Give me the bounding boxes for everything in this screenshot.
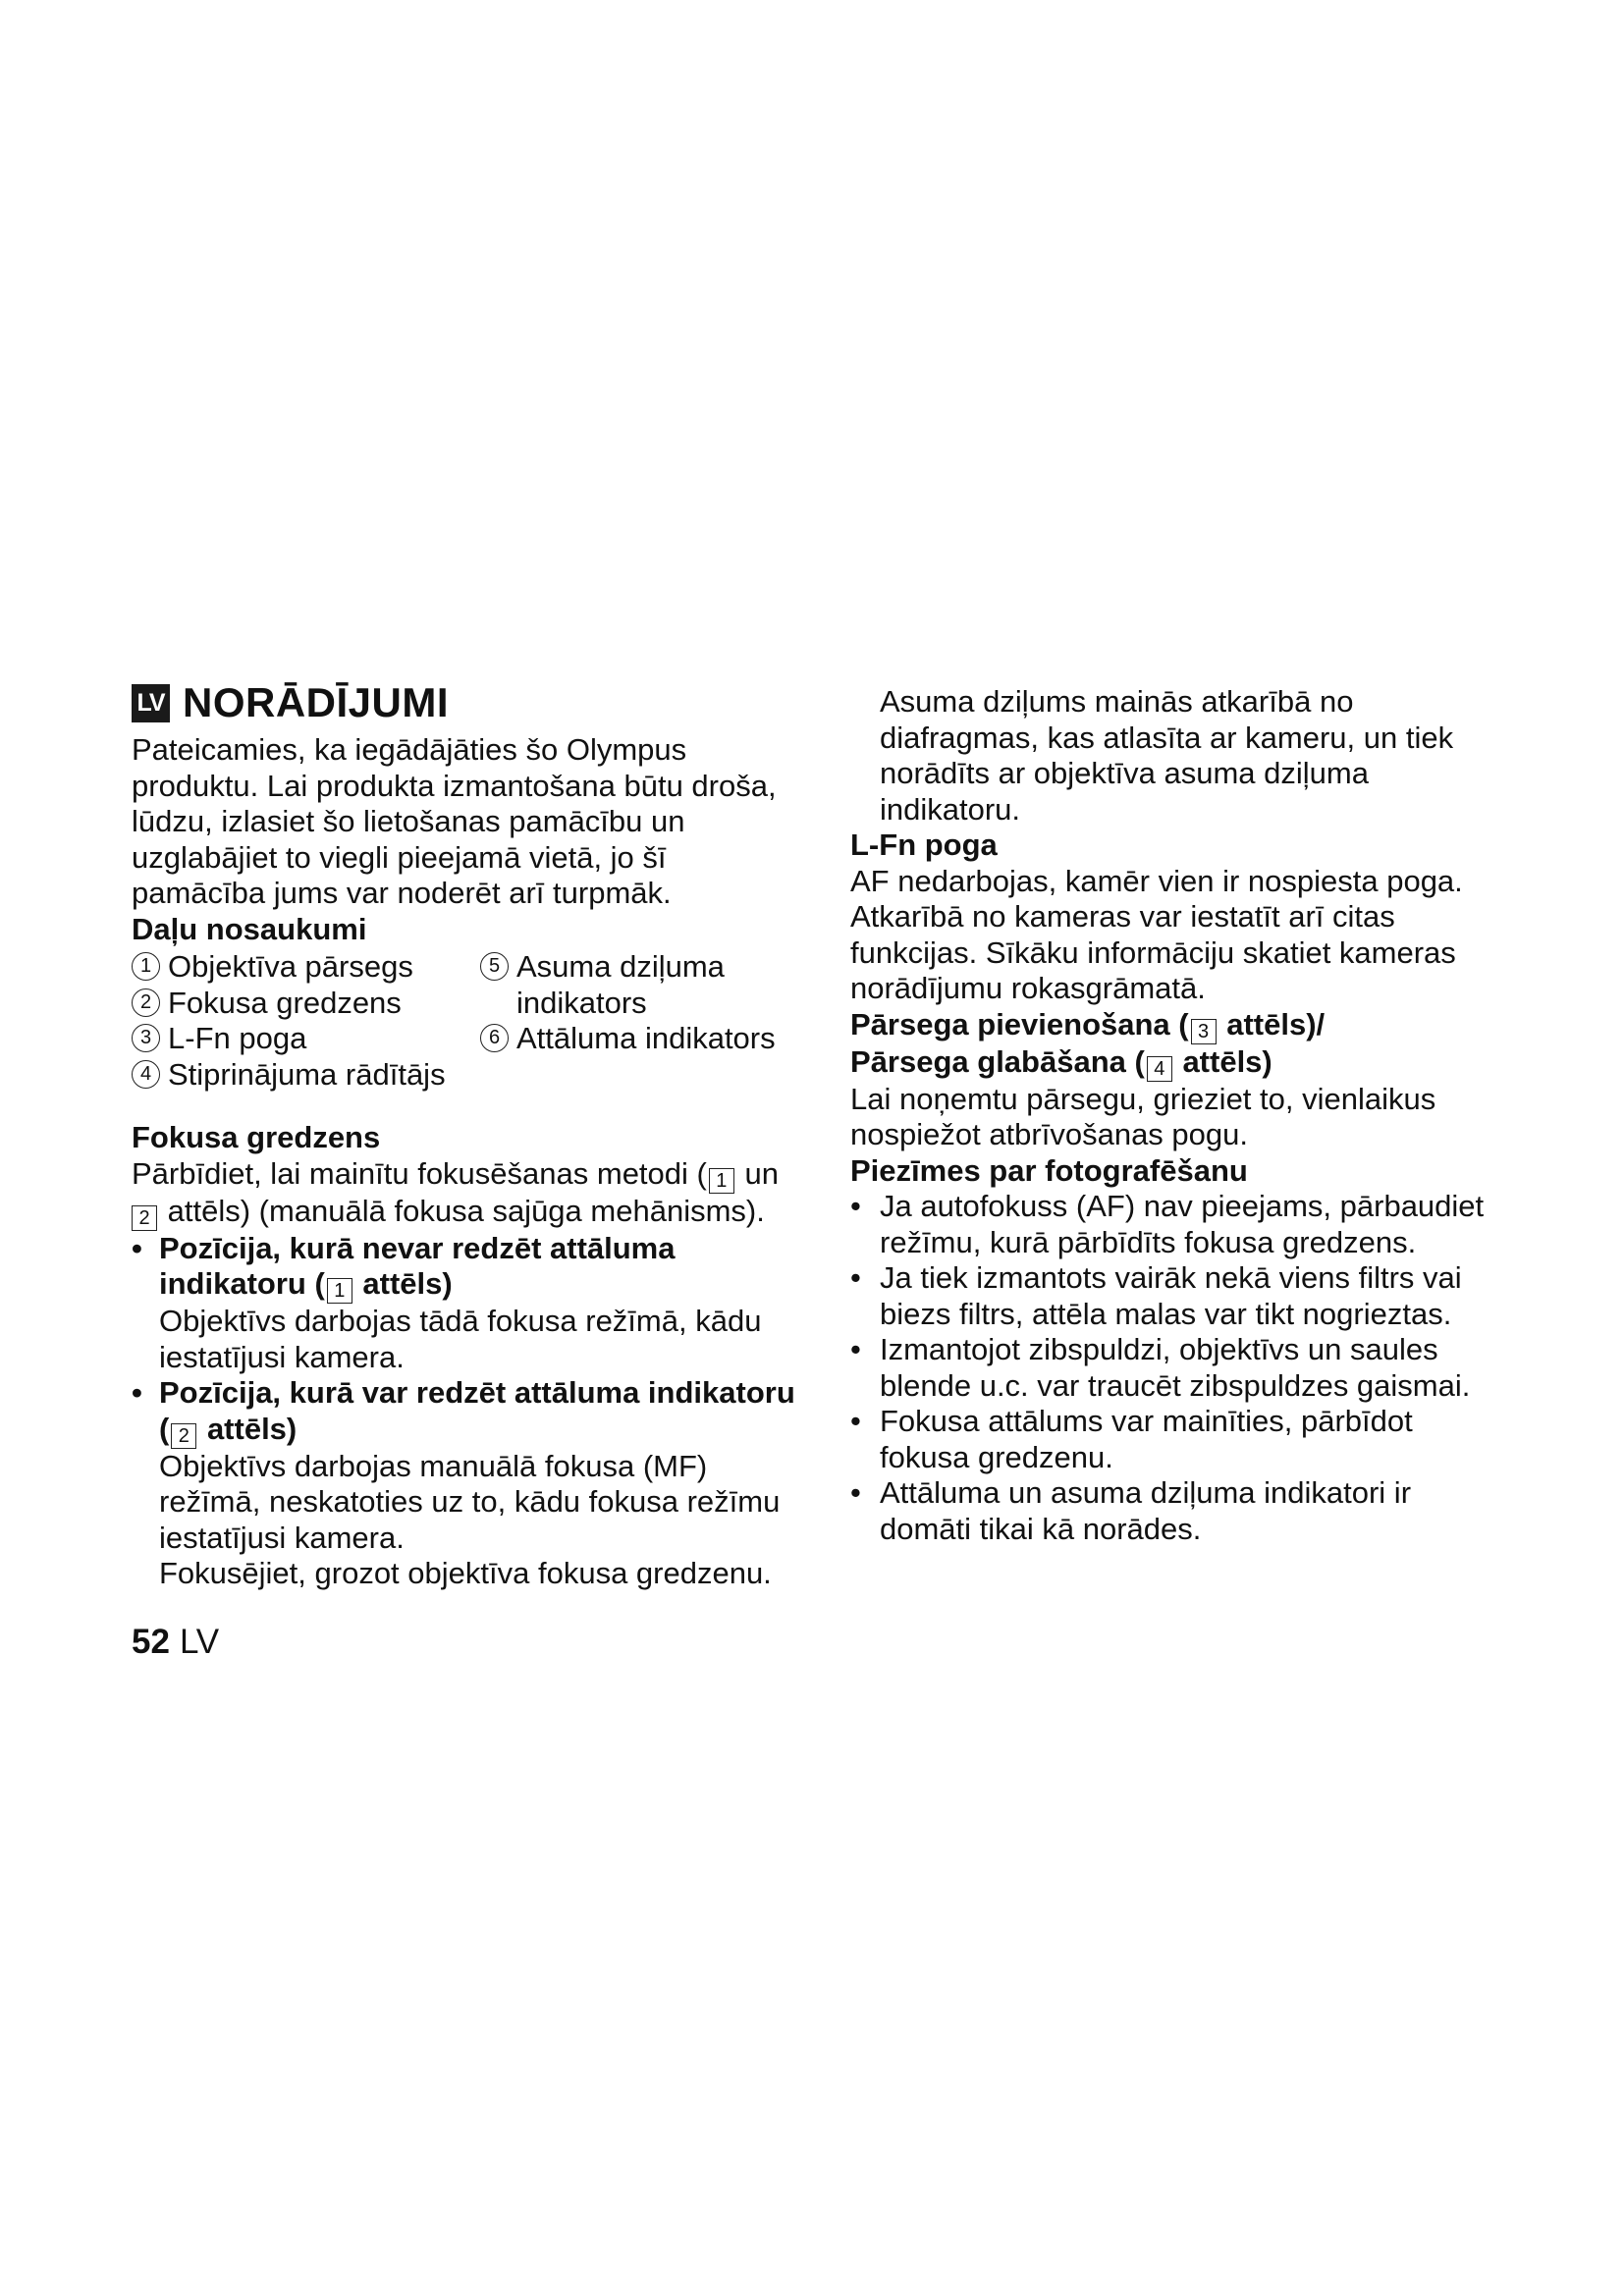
part-item (480, 949, 799, 1021)
part-number-1: 1 (132, 952, 160, 981)
bullet-dot: • (850, 1332, 861, 1366)
continuation-paragraph: Asuma dziļums mainās atkarībā no diafragmas, kas atlasīta ar kameru, un tiek norādīts ar objektīva asuma dziļuma indikatoru. (880, 684, 1454, 827)
part-item (132, 986, 480, 1022)
part-label: Objektīva pārsegs (168, 949, 413, 984)
bullet-text: Objektīvs darbojas manuālā fokusa (MF) režīmā, neskatoties uz to, kādu fokusa režīmu iestatījusi kamera. (159, 1448, 781, 1555)
part-number-4: 4 (132, 1060, 160, 1089)
figure-ref-2: 2 (132, 1205, 157, 1231)
bullet-title: Pozīcija, kurā nevar redzēt attāluma indikatoru ( 1 attēls) (159, 1230, 676, 1302)
hood-heading-1: Pārsega pievienošana ( 3 attēls)/ (850, 1006, 1326, 1042)
parts-heading: Daļu nosaukumi (132, 911, 367, 946)
bullet-dot: • (132, 1230, 142, 1265)
focus-ring-text: Pārbīdiet, lai mainītu fokusēšanas metodi ( 1 un 2 attēls) (manuālā fokusa sajūga mehānisms). (132, 1155, 779, 1229)
note-item: • Ja autofokuss (AF) nav pieejams, pārbaudiet režīmu, kurā pārbīdīts fokusa gredzens. (850, 1189, 1485, 1259)
focus-bullet-2 (132, 1375, 799, 1592)
part-number-5: 5 (480, 952, 509, 981)
focus-ring-heading: Fokusa gredzens (132, 1120, 381, 1154)
bullet-dot: • (850, 1475, 861, 1510)
bullet-dot: • (132, 1375, 142, 1410)
footer-language: LV (179, 1623, 220, 1661)
bullet-dot: • (850, 1189, 861, 1223)
part-label: Asuma dziļuma indikators (516, 949, 725, 1020)
part-label: Fokusa gredzens (168, 985, 402, 1020)
bullet-text: Objektīvs darbojas tādā fokusa režīmā, kādu iestatījusi kamera. (159, 1304, 762, 1374)
page-title: NORĀDĪJUMI (183, 678, 450, 725)
part-item (132, 1021, 480, 1057)
figure-ref-1: 1 (327, 1278, 352, 1304)
figure-ref-1: 1 (709, 1168, 734, 1194)
note-item: • Ja tiek izmantots vairāk nekā viens filtrs vai biezs filtrs, attēla malas var tikt nogrieztas. (850, 1260, 1462, 1331)
parts-list (132, 949, 799, 1093)
bullet-dot: • (850, 1404, 861, 1438)
part-item (480, 1021, 799, 1057)
note-item: • Izmantojot zibspuldzi, objektīvs un saules blende u.c. var traucēt zibspuldzes gaismai. (850, 1332, 1471, 1403)
bullet-dot: • (850, 1260, 861, 1295)
part-label: Stiprinājuma rādītājs (168, 1056, 446, 1092)
figure-ref-4: 4 (1147, 1056, 1172, 1082)
focus-bullet-1 (132, 1231, 799, 1376)
hood-heading-2: Pārsega glabāšana ( 4 attēls) (850, 1043, 1272, 1080)
lfn-heading: L-Fn poga (850, 828, 998, 862)
right-column (850, 684, 1498, 1547)
bullet-text-2: Fokusējiet, grozot objektīva fokusa gredzenu. (159, 1556, 772, 1590)
part-number-3: 3 (132, 1024, 160, 1052)
page-footer (132, 1625, 219, 1661)
note-item: • Attāluma un asuma dziļuma indikatori ir domāti tikai kā norādes. (850, 1475, 1412, 1546)
note-item: • Fokusa attālums var mainīties, pārbīdot fokusa gredzenu. (850, 1404, 1413, 1474)
part-item (132, 949, 480, 986)
page-number: 52 (132, 1623, 170, 1661)
figure-ref-2: 2 (171, 1423, 196, 1449)
part-number-6: 6 (480, 1024, 509, 1052)
language-badge: LV (132, 684, 170, 722)
left-column (132, 677, 799, 1592)
intro-paragraph: Pateicamies, ka iegādājāties šo Olympus produktu. Lai produkta izmantošana būtu droša, lūdzu, izlasiet šo lietošanas pamācību un uzglabājiet to viegli pieejamā vietā, jo šī pamācība jums var noderēt arī turpmāk. (132, 732, 777, 910)
section-header (132, 677, 799, 728)
part-number-2: 2 (132, 988, 160, 1017)
notes-heading: Piezīmes par fotografēšanu (850, 1152, 1248, 1188)
figure-ref-3: 3 (1191, 1019, 1217, 1044)
hood-text: Lai noņemtu pārsegu, grieziet to, vienlaikus nospiežot atbrīvošanas pogu. (850, 1081, 1436, 1151)
part-label: Attāluma indikators (516, 1021, 776, 1055)
part-label: L-Fn poga (168, 1021, 307, 1055)
part-item (132, 1057, 799, 1094)
bullet-title: Pozīcija, kurā var redzēt attāluma indikatoru ( 2 attēls) (159, 1375, 795, 1447)
lfn-text: AF nedarbojas, kamēr vien ir nospiesta poga. Atkarībā no kameras var iestatīt arī citas funkcijas. Sīkāku informāciju skatiet kameras norādījumu rokasgrāmatā. (850, 863, 1463, 1005)
